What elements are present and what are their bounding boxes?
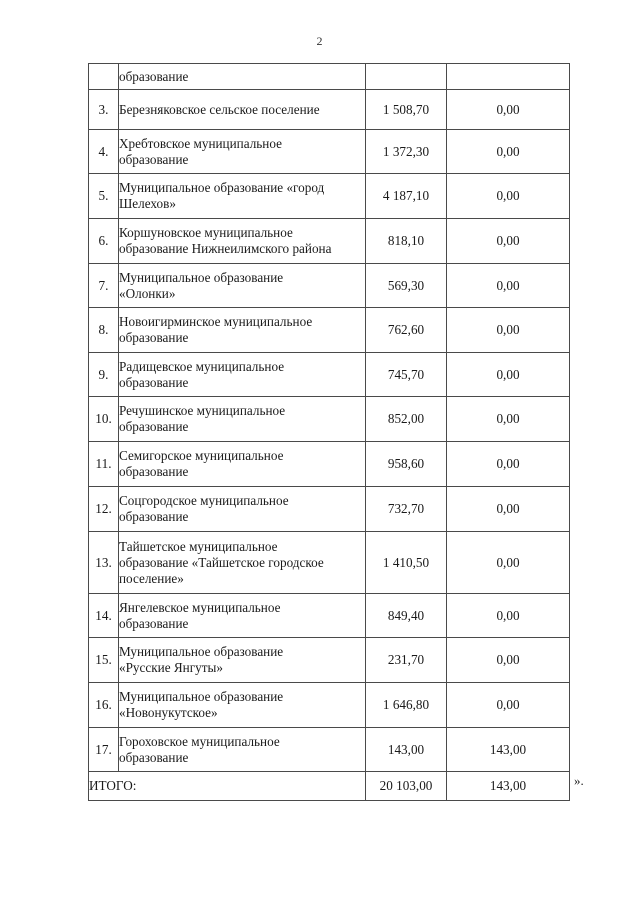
amount-column-1: 1 646,80 (366, 683, 447, 728)
amount-column-1: 852,00 (366, 397, 447, 442)
row-number (89, 64, 119, 90)
table-row (89, 174, 570, 219)
municipality-name-line: Муниципальное образование (119, 269, 284, 285)
table-row (89, 130, 570, 174)
amount-column-2: 0,00 (447, 308, 570, 353)
row-number: 9. (89, 353, 119, 397)
amount-column-2: 0,00 (447, 174, 570, 219)
row-number: 8. (89, 308, 119, 353)
row-number: 10. (89, 397, 119, 442)
municipality-name-line: Хребтовское муниципальное (119, 135, 282, 151)
municipality-name-line: образование «Тайшетское городское (119, 554, 324, 570)
amount-column-2: 0,00 (447, 397, 570, 442)
municipality-name (119, 683, 366, 728)
table-row (89, 264, 570, 308)
amount-column-1: 231,70 (366, 638, 447, 683)
amount-column-1: 849,40 (366, 594, 447, 638)
row-number: 14. (89, 594, 119, 638)
municipality-name (119, 264, 366, 308)
municipality-name (119, 130, 366, 174)
amount-column-2: 0,00 (447, 532, 570, 594)
table-row (89, 353, 570, 397)
amount-column-1: 4 187,10 (366, 174, 447, 219)
amount-column-1: 732,70 (366, 487, 447, 532)
municipality-name (119, 442, 366, 487)
table-row (89, 728, 570, 772)
municipality-name (119, 594, 366, 638)
row-number: 5. (89, 174, 119, 219)
amount-column-2: 0,00 (447, 90, 570, 130)
municipality-name-line: Муниципальное образование (119, 644, 284, 659)
municipality-name (119, 308, 366, 353)
amount-column-2: 0,00 (447, 487, 570, 532)
closing-quote-mark: ». (574, 773, 584, 788)
municipality-name-line: Коршуновское муниципальное (119, 225, 293, 240)
amount-column-1: 143,00 (366, 728, 447, 772)
amount-column-2: 0,00 (447, 130, 570, 174)
municipality-name-line: образование (119, 68, 189, 84)
table-row (89, 90, 570, 130)
row-number: 13. (89, 532, 119, 594)
municipality-name (119, 532, 366, 594)
allocation-table (88, 63, 570, 801)
municipality-name-line: образование (119, 374, 189, 390)
amount-column-1: 762,60 (366, 308, 447, 353)
municipality-name-line: «Олонки» (119, 285, 176, 301)
municipality-name (119, 728, 366, 772)
municipality-name (119, 90, 366, 130)
amount-column-1: 958,60 (366, 442, 447, 487)
municipality-name (119, 64, 366, 90)
row-number: 11. (89, 442, 119, 487)
municipality-name-line: образование (119, 330, 189, 345)
municipality-name-line: образование (119, 509, 189, 524)
row-number: 15. (89, 638, 119, 683)
municipality-name-line: образование (119, 419, 189, 434)
municipality-name-line: Янгелевское муниципальное (119, 599, 281, 615)
row-number: 7. (89, 264, 119, 308)
municipality-name-line: образование (119, 749, 189, 765)
amount-column-2: 0,00 (447, 683, 570, 728)
amount-column-1: 1 508,70 (366, 90, 447, 130)
amount-column-2 (447, 64, 570, 90)
table-row (89, 64, 570, 90)
municipality-name-line: образование (119, 151, 189, 167)
municipality-name-line: Тайшетское муниципальное (119, 538, 278, 554)
municipality-name-line: Радищевское муниципальное (119, 358, 285, 374)
municipality-name-line: Муниципальное образование (119, 689, 284, 704)
table-row (89, 638, 570, 683)
table-row (89, 397, 570, 442)
total-value-1: 20 103,00 (366, 772, 447, 801)
table-row (89, 487, 570, 532)
amount-column-1: 569,30 (366, 264, 447, 308)
row-number: 4. (89, 130, 119, 174)
municipality-name-line: образование Нижнеилимского района (119, 241, 332, 256)
amount-column-2: 0,00 (447, 219, 570, 264)
municipality-name-line: Березняковское сельское поселение (119, 101, 320, 117)
table-body (89, 64, 570, 772)
row-number: 12. (89, 487, 119, 532)
table-row (89, 442, 570, 487)
municipality-name-line: Речушинское муниципальное (119, 403, 286, 418)
amount-column-2: 0,00 (447, 442, 570, 487)
amount-column-2: 143,00 (447, 728, 570, 772)
row-number: 17. (89, 728, 119, 772)
amount-column-2: 0,00 (447, 353, 570, 397)
municipality-name-line: образование (119, 464, 189, 479)
municipality-name-line: «Русские Янгуты» (119, 660, 223, 675)
municipality-name (119, 174, 366, 219)
municipality-name-line: поселение» (119, 570, 184, 586)
amount-column-2: 0,00 (447, 638, 570, 683)
total-label: ИТОГО: (89, 772, 366, 801)
municipality-name (119, 638, 366, 683)
municipality-name (119, 487, 366, 532)
municipality-name (119, 397, 366, 442)
municipality-name-line: Муниципальное образование «город (119, 180, 325, 195)
municipality-name (119, 219, 366, 264)
amount-column-1: 745,70 (366, 353, 447, 397)
municipality-name-line: «Новонукутское» (119, 705, 218, 720)
municipality-name-line: Шелехов» (119, 196, 176, 211)
total-value-2: 143,00 (447, 772, 570, 801)
municipality-name (119, 353, 366, 397)
amount-column-1: 818,10 (366, 219, 447, 264)
total-row (89, 772, 570, 801)
table-row (89, 683, 570, 728)
municipality-name-line: Гороховское муниципальное (119, 733, 280, 749)
page-number: 2 (316, 34, 323, 48)
amount-column-2: 0,00 (447, 594, 570, 638)
row-number: 3. (89, 90, 119, 130)
table-row (89, 308, 570, 353)
table-row (89, 532, 570, 594)
row-number: 6. (89, 219, 119, 264)
amount-column-1: 1 372,30 (366, 130, 447, 174)
municipality-name-line: Семигорское муниципальное (119, 448, 284, 463)
amount-column-1 (366, 64, 447, 90)
table-row (89, 594, 570, 638)
municipality-name-line: Соцгородское муниципальное (119, 493, 289, 508)
amount-column-2: 0,00 (447, 264, 570, 308)
municipality-name-line: образование (119, 615, 189, 631)
table-row (89, 219, 570, 264)
municipality-name-line: Новоигирминское муниципальное (119, 314, 313, 329)
row-number: 16. (89, 683, 119, 728)
amount-column-1: 1 410,50 (366, 532, 447, 594)
